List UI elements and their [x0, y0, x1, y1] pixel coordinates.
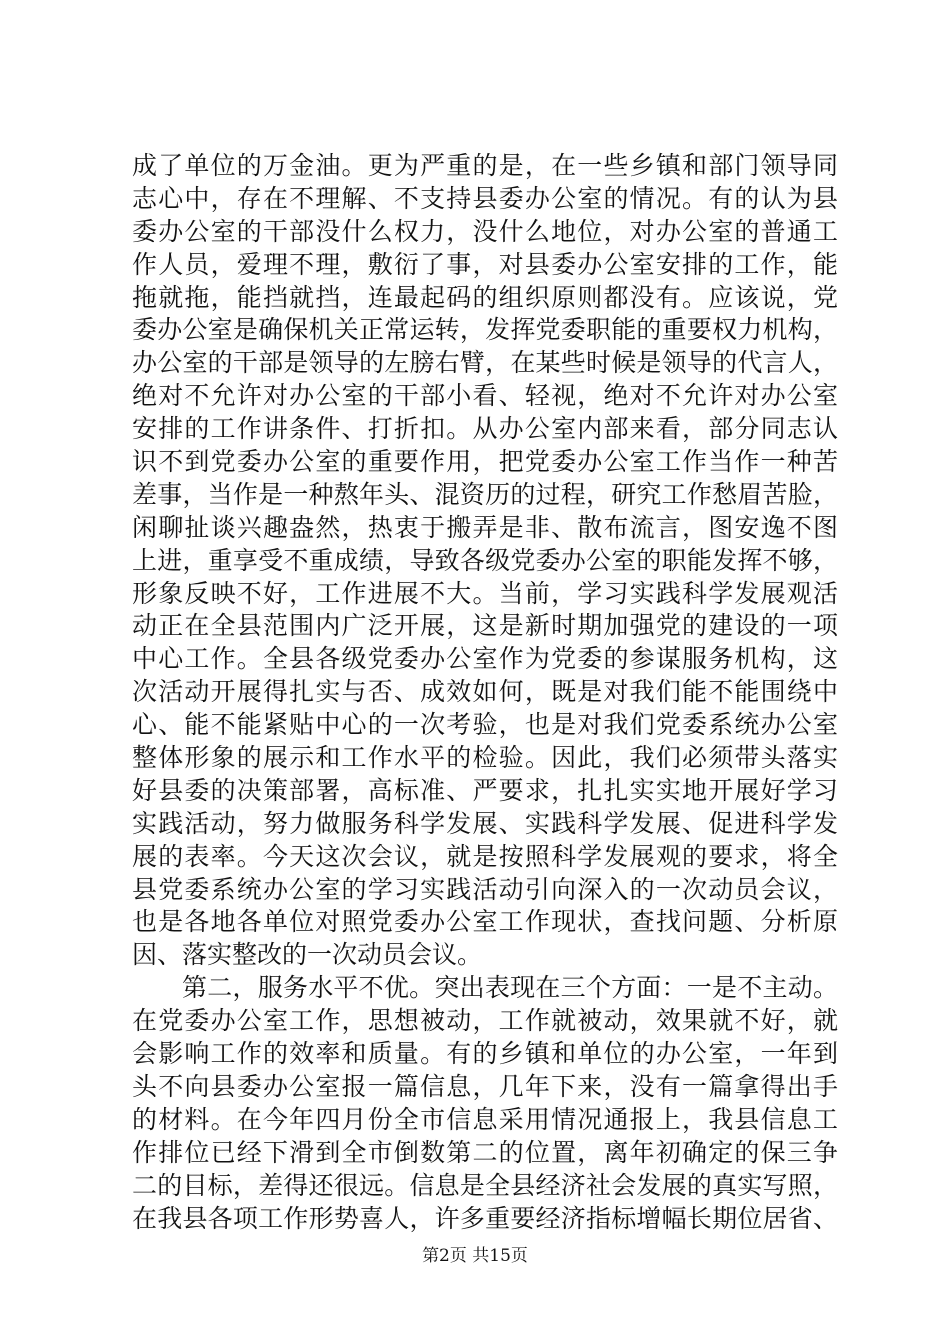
- text-line: 在党委办公室工作，思想被动，工作就被动，效果就不好，就: [132, 1006, 838, 1036]
- text-line: 差事，当作是一种熬年头、混资历的过程，研究工作愁眉苦脸，: [132, 479, 838, 509]
- text-line: 形象反映不好，工作进展不大。当前，学习实践科学发展观活: [132, 578, 838, 608]
- text-line: 也是各地各单位对照党委办公室工作现状，查找问题、分析原: [132, 907, 838, 937]
- text-line: 头不向县委办公室报一篇信息，几年下来，没有一篇拿得出手: [132, 1071, 838, 1101]
- text-line: 次活动开展得扎实与否、成效如何，既是对我们能不能围绕中: [132, 677, 838, 707]
- text-line: 整体形象的展示和工作水平的检验。因此，我们必须带头落实: [132, 743, 838, 773]
- text-line: 成了单位的万金油。更为严重的是，在一些乡镇和部门领导同: [132, 151, 838, 180]
- text-line: 绝对不允许对办公室的干部小看、轻视，绝对不允许对办公室: [132, 381, 838, 411]
- text-line: 作排位已经下滑到全市倒数第二的位置，离年初确定的保三争: [132, 1137, 838, 1167]
- text-line: 作人员，爱理不理，敷衍了事，对县委办公室安排的工作，能: [132, 249, 838, 279]
- paragraph-1: [132, 150, 838, 972]
- text-line: 上进，重享受不重成绩，导致各级党委办公室的职能发挥不够，: [132, 545, 838, 575]
- paragraph-2: [132, 972, 838, 1235]
- text-line: 办公室的干部是领导的左膀右臂，在某些时候是领导的代言人，: [132, 348, 838, 378]
- text-line: 展的表率。今天这次会议，就是按照科学发展观的要求，将全: [132, 841, 838, 871]
- text-line: 安排的工作讲条件、打折扣。从办公室内部来看，部分同志认: [132, 414, 838, 444]
- page-number-footer: 第2页 共15页: [422, 1246, 528, 1266]
- text-line: 委办公室的干部没什么权力，没什么地位，对办公室的普通工: [132, 216, 838, 246]
- text-line: 县党委系统办公室的学习实践活动引向深入的一次动员会议，: [132, 874, 838, 904]
- text-line: 的材料。在今年四月份全市信息采用情况通报上，我县信息工: [132, 1104, 838, 1134]
- text-line: 识不到党委办公室的重要作用，把党委办公室工作当作一种苦: [132, 447, 838, 477]
- text-line: 第二，服务水平不优。突出表现在三个方面：一是不主动。: [182, 973, 838, 1003]
- document-body: [132, 150, 838, 1235]
- text-line: 会影响工作的效率和质量。有的乡镇和单位的办公室，一年到: [132, 1039, 838, 1069]
- text-line: 好县委的决策部署，高标准、严要求，扎扎实实地开展好学习: [132, 775, 838, 805]
- text-line: 心、能不能紧贴中心的一次考验，也是对我们党委系统办公室: [132, 710, 838, 740]
- text-line: 拖就拖，能挡就挡，连最起码的组织原则都没有。应该说，党: [132, 282, 838, 312]
- text-line: 委办公室是确保机关正常运转，发挥党委职能的重要权力机构，: [132, 315, 838, 345]
- text-line: 闲聊扯谈兴趣盎然，热衷于搬弄是非、散布流言，图安逸不图: [132, 512, 838, 542]
- text-line: 动正在全县范围内广泛开展，这是新时期加强党的建设的一项: [132, 611, 838, 641]
- text-line: 中心工作。全县各级党委办公室作为党委的参谋服务机构，这: [132, 644, 838, 674]
- text-line: 因、落实整改的一次动员会议。: [132, 940, 483, 970]
- text-line: 实践活动，努力做服务科学发展、实践科学发展、促进科学发: [132, 808, 838, 838]
- text-line: 志心中，存在不理解、不支持县委办公室的情况。有的认为县: [132, 183, 838, 213]
- text-line: 二的目标，差得还很远。信息是全县经济社会发展的真实写照，: [132, 1170, 838, 1200]
- text-line: 在我县各项工作形势喜人，许多重要经济指标增幅长期位居省、: [132, 1203, 838, 1233]
